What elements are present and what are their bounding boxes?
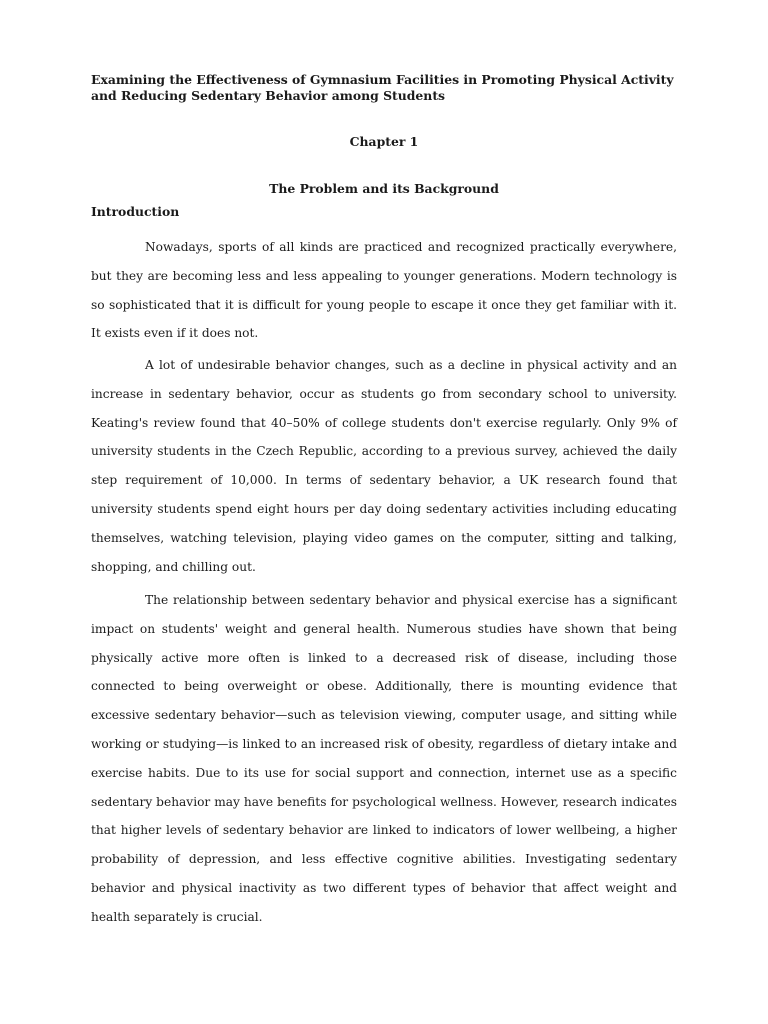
document-title: Examining the Effectiveness of Gymnasium Facilities in Promoting Physical Activity and Reducing Sedentary Behavior among Students bbox=[91, 72, 674, 103]
body-paragraph: The relationship between sedentary behavior and physical exercise has a significant impact on students' weight and general health. Numerous studies have shown that being physically active more often is linked to a decreased risk of disease, including those connected to being overweight or obese. Additionally, there is mounting evidence that excessive sedentary behavior—such as television viewing, computer usage, and sitting while working or studying—is linked to an increased risk of obesity, regardless of dietary intake and exercise habits. Due to its use for social support and connection, internet use as a specific sedentary behavior may have benefits for psychological wellness. However, research indicates that higher levels of sedentary behavior are linked to indicators of lower wellbeing, a higher probability of depression, and less effective cognitive abilities. Investigating sedentary behavior and physical inactivity as two different types of behavior that affect weight and health separately is crucial. bbox=[91, 593, 677, 924]
body-paragraph: Nowadays, sports of all kinds are practiced and recognized practically everywhere, but they are becoming less and less appealing to younger generations. Modern technology is so sophisticated that it is difficult for young people to escape it once they get familiar with it. It exists even if it does not. bbox=[91, 240, 677, 341]
body-paragraph: A lot of undesirable behavior changes, such as a decline in physical activity and an increase in sedentary behavior, occur as students go from secondary school to university. Keating's review found that 40–50% of college students don't exercise regularly. Only 9% of university students in the Czech Republic, according to a previous survey, achieved the daily step requirement of 10,000. In terms of sedentary behavior, a UK research found that university students spend eight hours per day doing sedentary activities including educating themselves, watching television, playing video games on the computer, sitting and talking, shopping, and chilling out. bbox=[91, 358, 677, 574]
introduction-heading: Introduction bbox=[91, 204, 180, 219]
section-heading: The Problem and its Background bbox=[269, 181, 499, 196]
chapter-heading: Chapter 1 bbox=[349, 134, 419, 149]
